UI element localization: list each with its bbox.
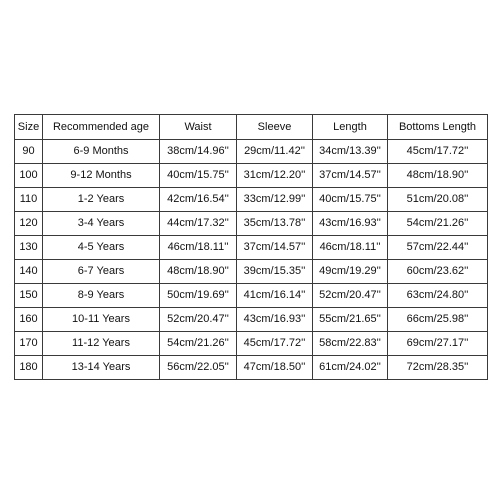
cell-sleeve: 43cm/16.93''	[237, 308, 313, 332]
cell-waist: 56cm/22.05''	[160, 356, 237, 380]
cell-recommended-age: 4-5 Years	[43, 236, 160, 260]
header-recommended-age: Recommended age	[43, 115, 160, 140]
cell-waist: 42cm/16.54''	[160, 188, 237, 212]
cell-bottoms-length: 45cm/17.72''	[388, 140, 488, 164]
cell-waist: 48cm/18.90''	[160, 260, 237, 284]
cell-sleeve: 33cm/12.99''	[237, 188, 313, 212]
table-row	[15, 212, 488, 236]
cell-waist: 38cm/14.96''	[160, 140, 237, 164]
header-length: Length	[313, 115, 388, 140]
cell-length: 58cm/22.83''	[313, 332, 388, 356]
cell-sleeve: 39cm/15.35''	[237, 260, 313, 284]
cell-bottoms-length: 72cm/28.35''	[388, 356, 488, 380]
cell-waist: 54cm/21.26''	[160, 332, 237, 356]
cell-bottoms-length: 57cm/22.44''	[388, 236, 488, 260]
cell-size: 150	[15, 284, 43, 308]
table-row	[15, 284, 488, 308]
cell-recommended-age: 9-12 Months	[43, 164, 160, 188]
header-sleeve: Sleeve	[237, 115, 313, 140]
cell-size: 110	[15, 188, 43, 212]
cell-length: 43cm/16.93''	[313, 212, 388, 236]
cell-waist: 40cm/15.75''	[160, 164, 237, 188]
cell-size: 160	[15, 308, 43, 332]
cell-recommended-age: 6-9 Months	[43, 140, 160, 164]
cell-sleeve: 37cm/14.57''	[237, 236, 313, 260]
header-bottoms-length: Bottoms Length	[388, 115, 488, 140]
cell-length: 40cm/15.75''	[313, 188, 388, 212]
cell-waist: 50cm/19.69''	[160, 284, 237, 308]
table-row	[15, 356, 488, 380]
cell-bottoms-length: 69cm/27.17''	[388, 332, 488, 356]
cell-length: 34cm/13.39''	[313, 140, 388, 164]
cell-bottoms-length: 60cm/23.62''	[388, 260, 488, 284]
cell-length: 52cm/20.47''	[313, 284, 388, 308]
size-chart-table	[14, 114, 488, 380]
cell-size: 100	[15, 164, 43, 188]
table-row	[15, 164, 488, 188]
cell-size: 180	[15, 356, 43, 380]
table-row	[15, 332, 488, 356]
cell-size: 130	[15, 236, 43, 260]
cell-size: 140	[15, 260, 43, 284]
cell-bottoms-length: 54cm/21.26''	[388, 212, 488, 236]
cell-length: 55cm/21.65''	[313, 308, 388, 332]
cell-sleeve: 35cm/13.78''	[237, 212, 313, 236]
cell-sleeve: 47cm/18.50''	[237, 356, 313, 380]
cell-bottoms-length: 66cm/25.98''	[388, 308, 488, 332]
cell-waist: 46cm/18.11''	[160, 236, 237, 260]
cell-bottoms-length: 63cm/24.80''	[388, 284, 488, 308]
cell-recommended-age: 10-11 Years	[43, 308, 160, 332]
table-row	[15, 308, 488, 332]
cell-length: 37cm/14.57''	[313, 164, 388, 188]
cell-recommended-age: 8-9 Years	[43, 284, 160, 308]
cell-sleeve: 45cm/17.72''	[237, 332, 313, 356]
header-waist: Waist	[160, 115, 237, 140]
cell-size: 170	[15, 332, 43, 356]
cell-waist: 44cm/17.32''	[160, 212, 237, 236]
cell-recommended-age: 6-7 Years	[43, 260, 160, 284]
cell-length: 46cm/18.11''	[313, 236, 388, 260]
table-row	[15, 236, 488, 260]
cell-recommended-age: 11-12 Years	[43, 332, 160, 356]
cell-length: 61cm/24.02''	[313, 356, 388, 380]
cell-recommended-age: 3-4 Years	[43, 212, 160, 236]
cell-sleeve: 41cm/16.14''	[237, 284, 313, 308]
cell-bottoms-length: 51cm/20.08''	[388, 188, 488, 212]
cell-recommended-age: 1-2 Years	[43, 188, 160, 212]
cell-sleeve: 29cm/11.42''	[237, 140, 313, 164]
table-row	[15, 260, 488, 284]
table-row	[15, 140, 488, 164]
size-chart	[14, 114, 487, 380]
cell-length: 49cm/19.29''	[313, 260, 388, 284]
table-row	[15, 188, 488, 212]
cell-waist: 52cm/20.47''	[160, 308, 237, 332]
cell-size: 120	[15, 212, 43, 236]
cell-bottoms-length: 48cm/18.90''	[388, 164, 488, 188]
cell-recommended-age: 13-14 Years	[43, 356, 160, 380]
cell-sleeve: 31cm/12.20''	[237, 164, 313, 188]
cell-size: 90	[15, 140, 43, 164]
header-row	[15, 115, 488, 140]
header-size: Size	[15, 115, 43, 140]
